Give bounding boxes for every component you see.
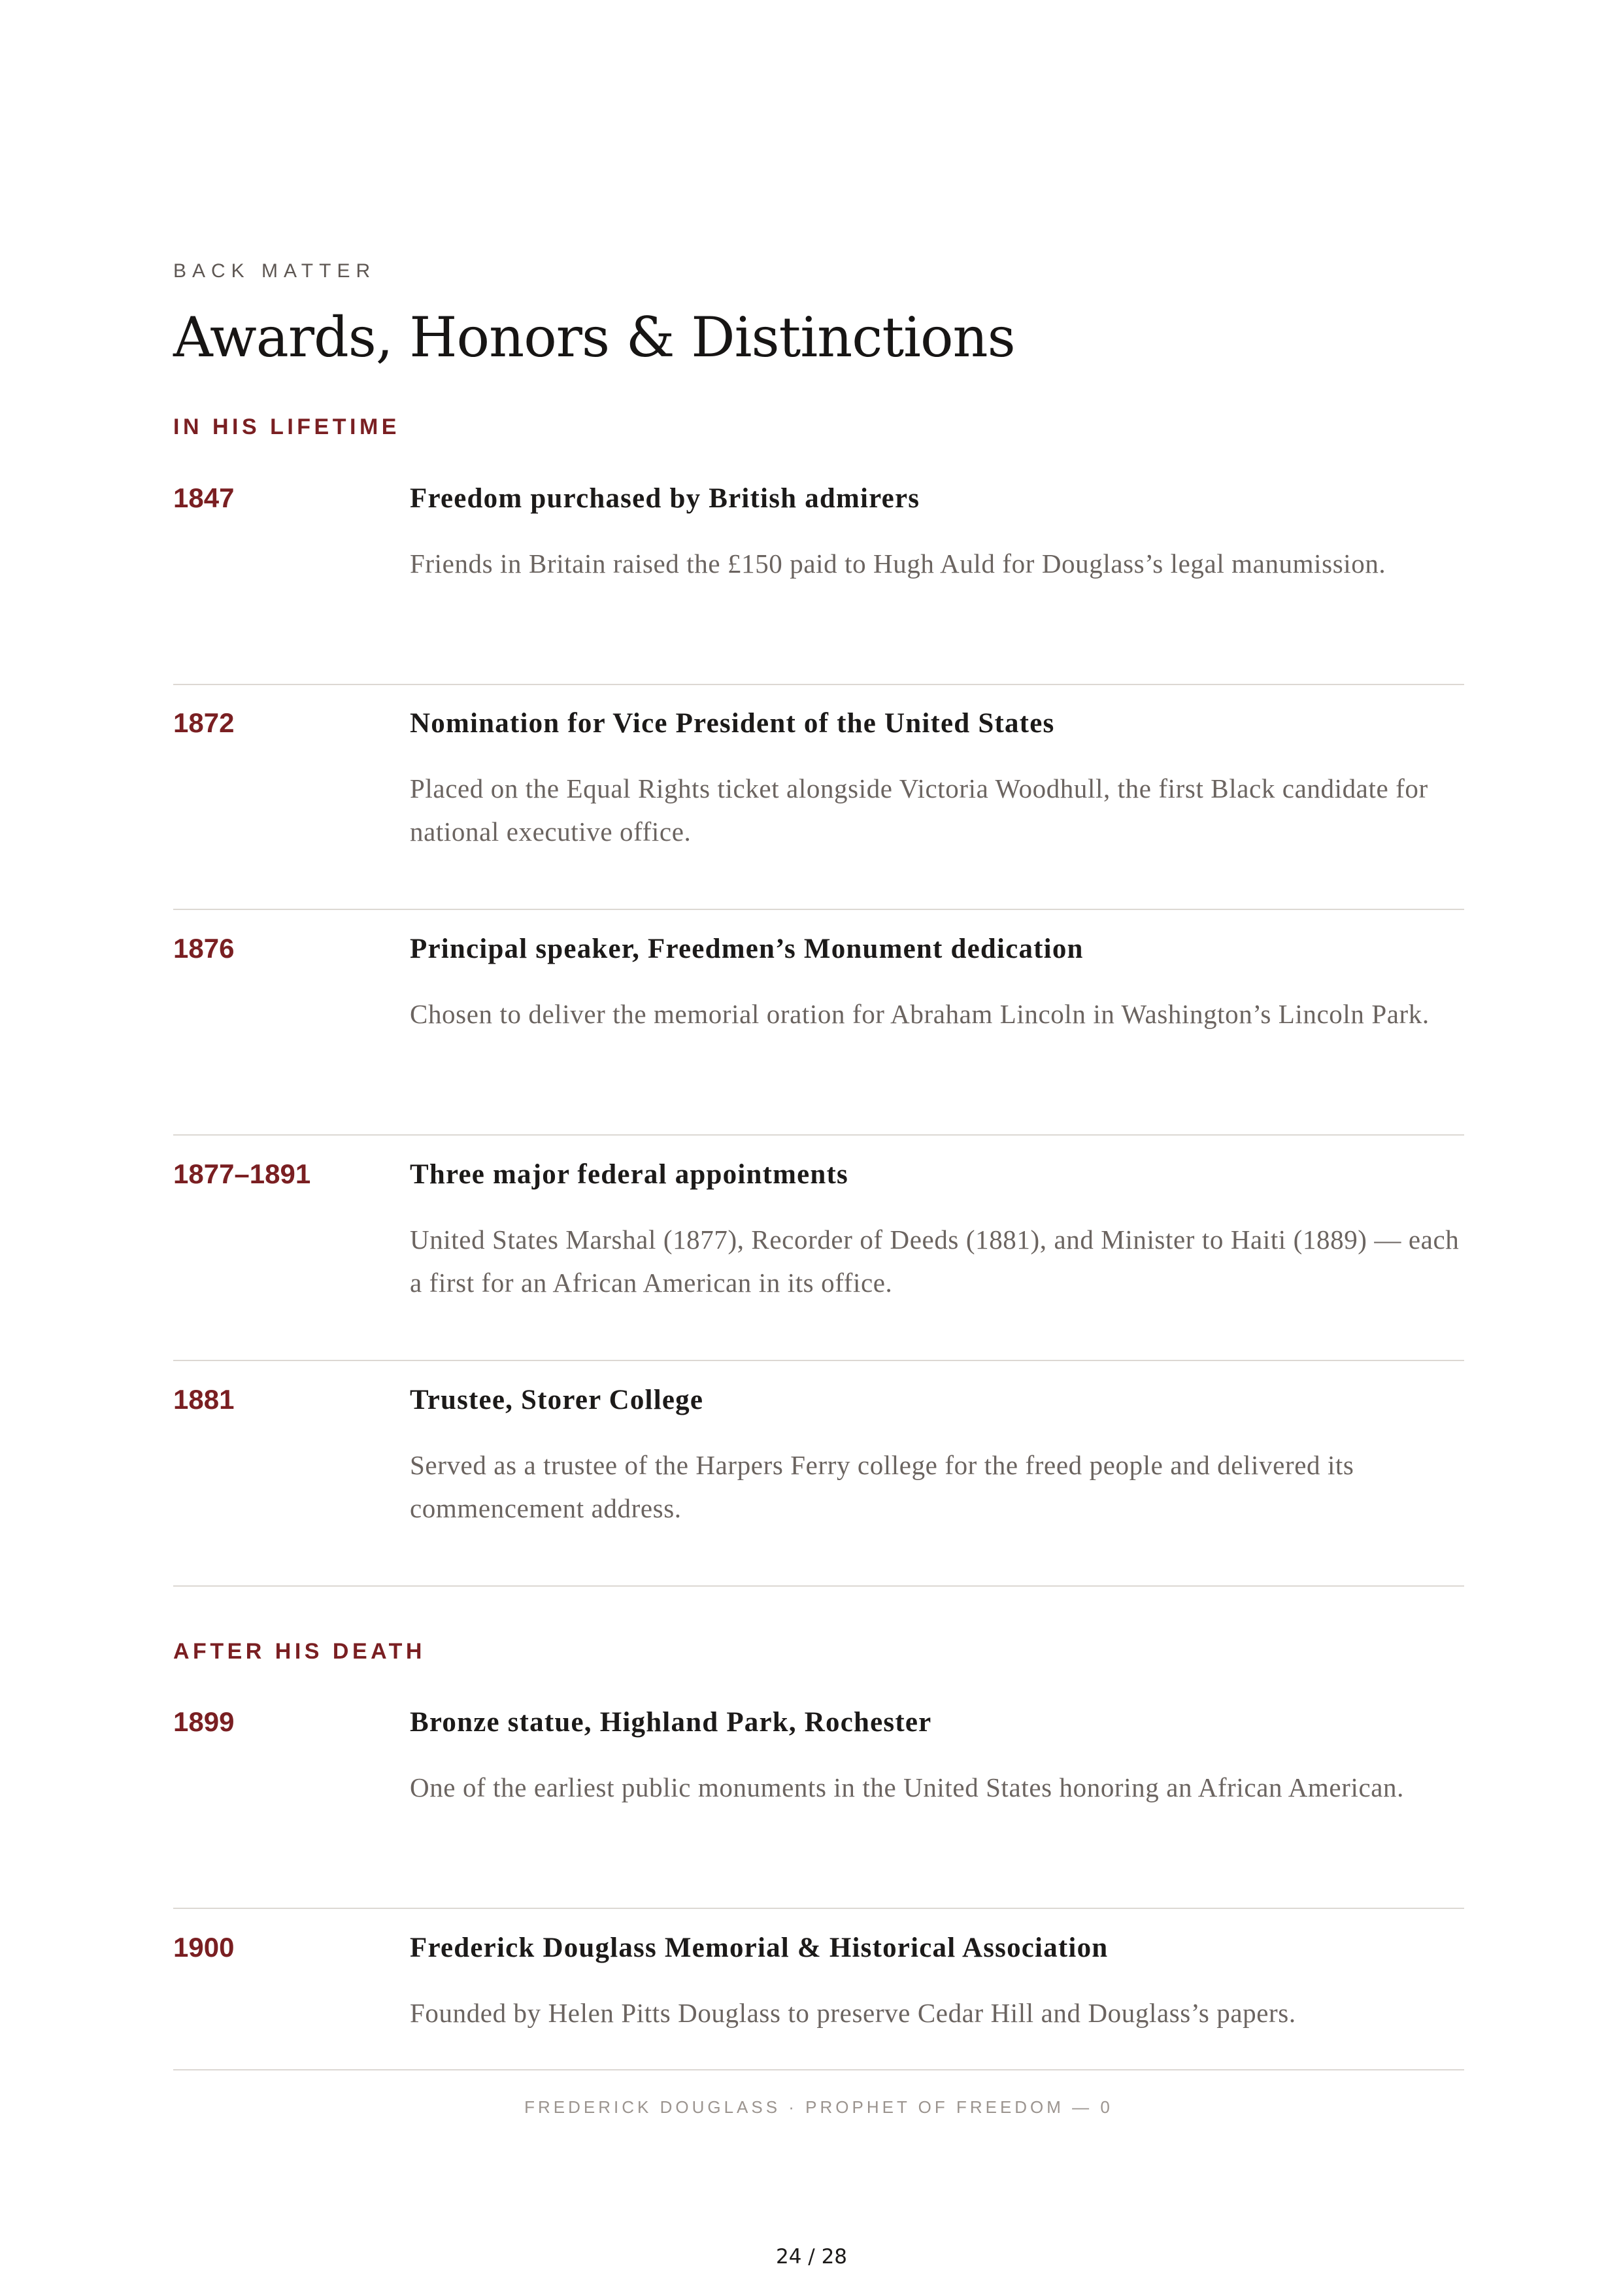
award-description: Friends in Britain raised the £150 paid to Hugh Auld for Douglass’s legal manumission. [410,549,1386,579]
award-year: 1881 [173,1384,235,1415]
award-description: Served as a trustee of the Harpers Ferry college for the freed people and delivered its commencement address. [410,1450,1354,1523]
award-heading: Principal speaker, Freedmen’s Monument dedication [410,934,1084,964]
entry-divider [173,909,1464,910]
award-year: 1876 [173,933,235,964]
award-description: Chosen to deliver the memorial oration for Abraham Lincoln in Washington’s Lincoln Park. [410,999,1430,1029]
award-year: 1899 [173,1706,235,1737]
document-page [173,0,1464,2296]
entry-divider [173,1908,1464,1909]
award-description: One of the earliest public monuments in the United States honoring an African American. [410,1772,1404,1802]
award-year: 1872 [173,707,235,738]
entry-divider [173,1585,1464,1587]
section-label-lifetime: IN HIS LIFETIME [173,414,400,439]
running-footer: FREDERICK DOUGLASS · PROPHET OF FREEDOM — 0 [524,2097,1113,2117]
award-heading: Three major federal appointments [410,1159,848,1190]
award-year: 1877–1891 [173,1158,311,1189]
award-heading: Frederick Douglass Memorial & Historical Association [410,1933,1109,1963]
page-number-indicator: 24 / 28 [775,2245,848,2269]
award-heading: Trustee, Storer College [410,1385,704,1415]
award-heading: Bronze statue, Highland Park, Rochester [410,1707,932,1738]
award-heading: Freedom purchased by British admirers [410,483,920,514]
section-kicker: BACK MATTER [173,260,376,282]
award-description: Founded by Helen Pitts Douglass to preserve Cedar Hill and Douglass’s papers. [410,1998,1296,2028]
section-label-after-death: AFTER HIS DEATH [173,1639,426,1664]
footer-divider [173,2069,1464,2070]
page-title: Awards, Honors & Distinctions [173,305,1015,369]
entry-divider [173,1134,1464,1136]
award-description: Placed on the Equal Rights ticket alongside Victoria Woodhull, the first Black candidate for national executive office. [410,773,1428,847]
award-year: 1900 [173,1932,235,1963]
entry-divider [173,684,1464,685]
award-year: 1847 [173,482,235,513]
award-description: United States Marshal (1877), Recorder of Deeds (1881), and Minister to Haiti (1889) — each a first for an African American in its office. [410,1224,1460,1298]
award-heading: Nomination for Vice President of the United States [410,708,1055,739]
entry-divider [173,1360,1464,1361]
